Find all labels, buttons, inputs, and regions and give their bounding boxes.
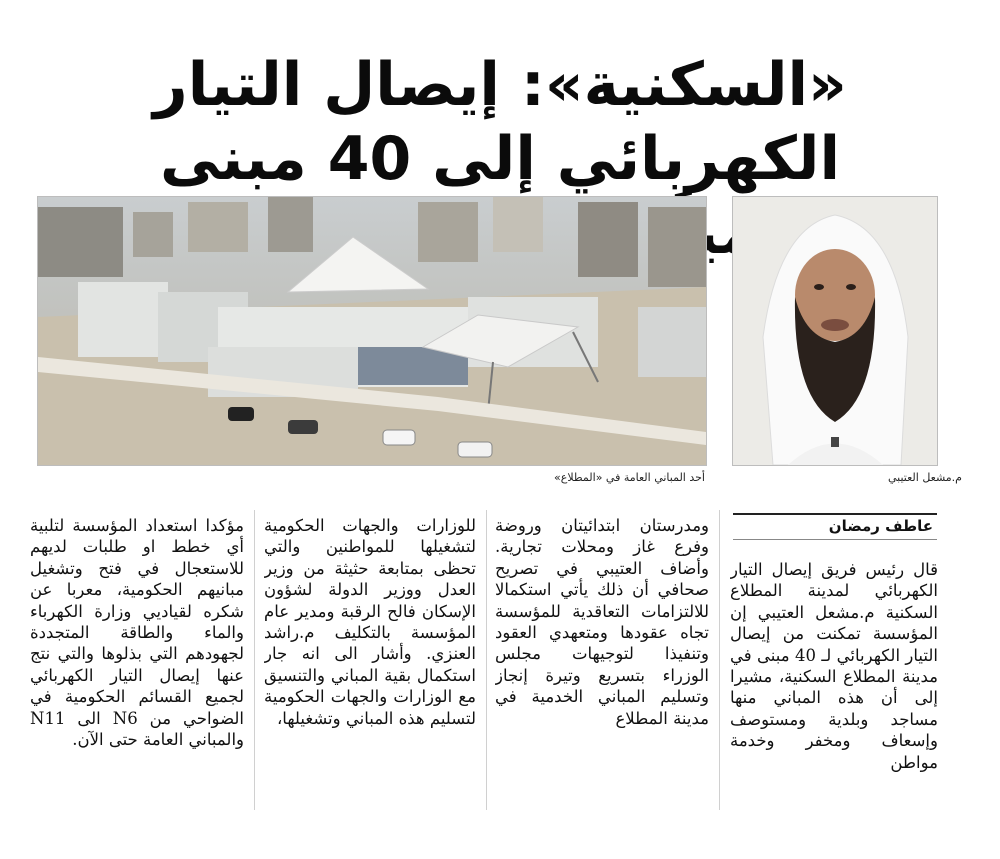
column-text: مؤكدا استعداد المؤسسة لتلبية أي خطط او طلبات لديهم للاستعجال في فتح وتشغيل مبانيهم الحكومية، معربا عن شكره لقياديي وزارة الكهرباء والماء والطاقة المتجددة لجهودهم التي بذلوها والتي نتج عنها إيصال التيار الكهربائي لجميع القسائم الحكومية في الضواحي من N6 الى N11 والمباني العامة حتى الآن. xyxy=(30,516,244,750)
column-text: ومدرستان ابتدائيتان وروضة وفرع غاز ومحلات تجارية. وأضاف العتيبي في تصريح صحافي أن ذلك يأتي استكمالا للالتزامات التعاقدية للمؤسسة تجاه عقودها ومتعهدي العقود وتنفيذا لتوجيهات مجلس الوزراء بتسريع وتيرة إنجاز وتسليم المباني الخدمية في مدينة المطلاع xyxy=(495,516,709,728)
aerial-building-photo xyxy=(38,197,706,465)
column-divider xyxy=(254,510,255,810)
article-column-3 xyxy=(264,515,476,815)
portrait-caption: م.مشعل العتيبي xyxy=(888,471,962,484)
column-divider xyxy=(486,510,487,810)
byline: عاطف رمضان xyxy=(733,513,937,540)
portrait-photo xyxy=(732,196,938,466)
column-text: قال رئيس فريق إيصال التيار الكهربائي لمدينة المطلاع السكنية م.مشعل العتيبي إن المؤسسة تمكنت من إيصال التيار الكهربائي لـ 40 مبنى في مدينة المطلاع السكنية، مشيرا إلى أن هذه المباني منها مساجد وبلدية ومستوصف وإسعاف ومخفر وخدمة مواطن xyxy=(730,560,938,772)
column-divider xyxy=(719,510,720,810)
portrait-man-ghutra xyxy=(733,197,937,465)
main-photo-caption: أحد المباني العامة في «المطلاع» xyxy=(554,471,705,484)
headline-line-1: «السكنية»: إيصال التيار الكهربائي إلى 40 مبنى xyxy=(153,50,847,195)
article-column-4 xyxy=(30,515,244,815)
column-text: للوزارات والجهات الحكومية لتشغيلها للمواطنين والتي تحظى بمتابعة حثيثة من وزير العدل ووزير الدولة لشؤون الإسكان فالح الرقبة ومدير عام المؤسسة بالتكليف م.راشد العنزي. وأشار الى انه جار استكمال بقية المباني والتنسيق مع الوزارات والجهات الحكومية لتسليم هذه المباني وتشغيلها، xyxy=(264,516,476,728)
main-photo xyxy=(37,196,707,466)
article-column-1 xyxy=(730,559,938,859)
article-column-2 xyxy=(495,515,709,815)
